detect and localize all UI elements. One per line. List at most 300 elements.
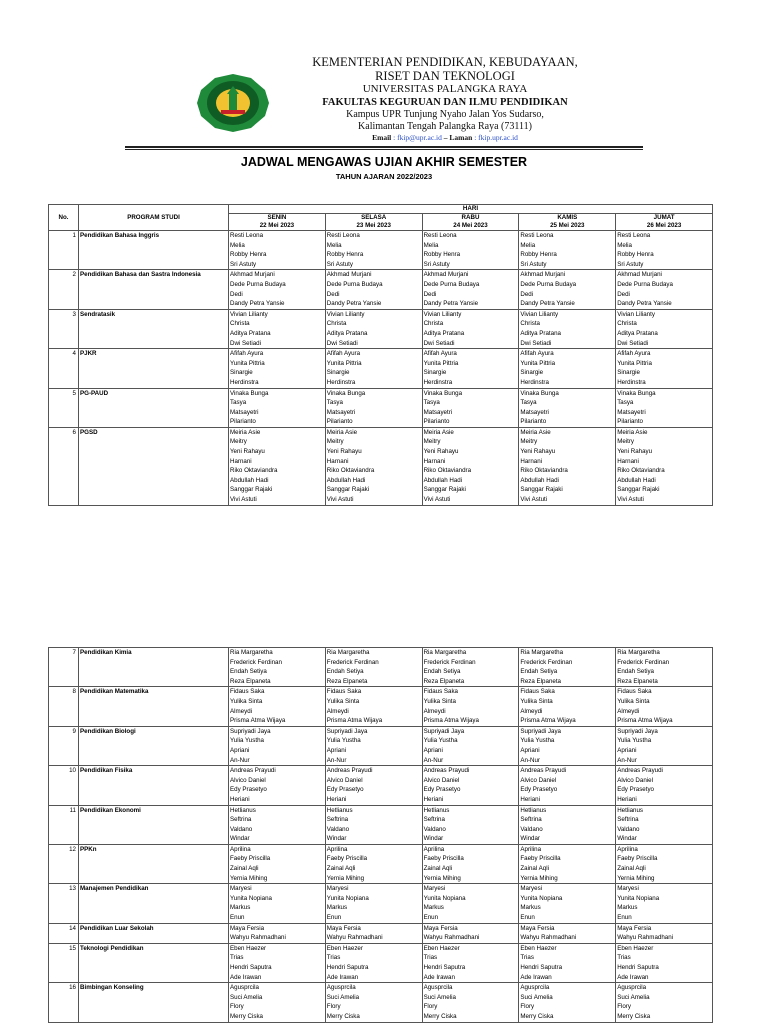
supervisor-name: Ria Margaretha <box>230 649 273 656</box>
supervisor-name: Merry Ciska <box>326 1012 360 1020</box>
supervisor-name: Windar <box>520 835 540 843</box>
supervisor-cell <box>325 943 422 982</box>
supervisor-name: Dedi <box>520 290 534 298</box>
supervisor-cell <box>325 349 422 388</box>
supervisor-name: Meitry <box>423 438 441 446</box>
contact-line <box>295 133 595 143</box>
supervisor-cell <box>616 427 713 505</box>
supervisor-name: Wahyu Rahmadhani <box>230 934 286 942</box>
supervisor-name: Aditya Pratana <box>326 329 368 337</box>
row-number: 5 <box>49 388 79 427</box>
supervisor-name: Robby Henra <box>520 251 557 259</box>
supervisor-name: Sinargie <box>230 369 253 377</box>
supervisor-name: Yeni Rahayu <box>423 448 459 456</box>
supervisor-name: Aditya Pratana <box>423 329 465 337</box>
row-number: 14 <box>49 923 79 943</box>
supervisor-name: Prisma Atma Wijaya <box>230 717 286 725</box>
supervisor-cell <box>616 805 713 844</box>
supervisor-name: Ria Margaretha <box>617 649 660 656</box>
program-name: Pendidikan Ekonomi <box>79 805 229 844</box>
supervisor-cell <box>616 726 713 765</box>
supervisor-cell <box>519 943 616 982</box>
supervisor-name: Fidaus Saka <box>520 688 555 696</box>
program-name: Pendidikan Fisika <box>79 766 229 805</box>
supervisor-name: Almeydi <box>423 707 446 715</box>
supervisor-name: Harnani <box>617 457 639 465</box>
supervisor-name: Eben Haezer <box>520 944 557 952</box>
row-number: 15 <box>49 943 79 982</box>
supervisor-name: Yunita Pittria <box>617 359 652 367</box>
supervisor-name: Yulia Yustha <box>326 737 361 745</box>
supervisor-cell <box>325 884 422 923</box>
supervisor-cell <box>616 943 713 982</box>
supervisor-name: Trias <box>617 954 631 962</box>
supervisor-name: Maryesi <box>423 885 446 893</box>
supervisor-name: Dwi Setiadi <box>230 339 261 347</box>
supervisor-name: Vivi Astuti <box>423 496 451 504</box>
program-name: PPKn <box>79 844 229 883</box>
table-row <box>49 805 713 844</box>
supervisor-name: Yernia Mihing <box>520 874 558 882</box>
supervisor-name: Resti Leona <box>520 232 554 239</box>
supervisor-name: Eben Haezer <box>326 944 363 952</box>
supervisor-cell <box>229 923 326 943</box>
supervisor-name: Alvico Daniel <box>423 776 460 784</box>
supervisor-cell <box>229 309 326 348</box>
supervisor-name: Zainal Aqli <box>423 865 453 873</box>
supervisor-cell <box>229 648 326 687</box>
supervisor-name: Dandy Petra Yansie <box>423 300 479 308</box>
program-name: Teknologi Pendidikan <box>79 943 229 982</box>
supervisor-name: Suci Amelia <box>520 993 553 1001</box>
supervisor-name: Seftrina <box>617 816 639 824</box>
day-name: JUMAT <box>653 214 675 221</box>
supervisor-name: An-Nur <box>617 756 637 764</box>
supervisor-name: Hetlianus <box>326 806 353 814</box>
supervisor-name: Herdinstra <box>520 378 549 386</box>
table-row <box>49 726 713 765</box>
supervisor-cell <box>229 844 326 883</box>
supervisor-name: Windar <box>423 835 444 843</box>
supervisor-cell <box>616 648 713 687</box>
supervisor-name: Reza Elpaneta <box>617 677 658 685</box>
supervisor-name: Sanggar Rajaki <box>423 486 466 494</box>
supervisor-name: Almeydi <box>617 707 640 715</box>
program-name: Pendidikan Luar Sekolah <box>79 923 229 943</box>
supervisor-name: Merry Ciska <box>520 1012 554 1020</box>
supervisor-name: Sanggar Rajaki <box>230 486 273 494</box>
supervisor-cell <box>325 231 422 270</box>
supervisor-name: Melia <box>520 241 536 249</box>
supervisor-name: Dede Purna Budaya <box>230 280 286 288</box>
supervisor-name: Aprilina <box>230 845 251 853</box>
supervisor-cell <box>229 805 326 844</box>
supervisor-name: Reza Elpaneta <box>326 677 368 685</box>
program-name: Pendidikan Kimia <box>79 648 229 687</box>
supervisor-name: Akhmad Murjani <box>617 271 662 279</box>
supervisor-name: An-Nur <box>230 756 250 764</box>
supervisor-name: Reza Elpaneta <box>520 677 561 685</box>
supervisor-name: Hetlianus <box>230 806 256 814</box>
supervisor-name: Christa <box>326 320 347 328</box>
supervisor-name: Yunita Pittria <box>520 359 556 367</box>
supervisor-name: Ade Irawan <box>520 973 552 981</box>
letterhead <box>295 55 595 143</box>
program-name: Pendidikan Bahasa dan Sastra Indonesia <box>79 270 229 309</box>
supervisor-name: Herdinstra <box>230 378 259 386</box>
letterhead-divider <box>125 146 643 148</box>
supervisor-name: Tasya <box>230 399 247 407</box>
supervisor-name: Riko Oktaviandra <box>520 467 568 475</box>
supervisor-name: Heriani <box>520 795 540 803</box>
supervisor-name: Markus <box>423 904 444 912</box>
supervisor-name: Robby Henra <box>423 251 461 259</box>
row-number: 3 <box>49 309 79 348</box>
supervisor-name: Vivian Lilianty <box>230 310 268 318</box>
supervisor-name: Yulia Yustha <box>520 737 555 745</box>
supervisor-cell <box>422 270 519 309</box>
supervisor-name: Dwi Setiadi <box>617 339 649 347</box>
day-name: SELASA <box>361 214 387 221</box>
supervisor-name: Yulika Sinta <box>230 697 263 705</box>
supervisor-name: Endah Setiya <box>230 668 267 676</box>
letterhead-divider-thin <box>125 149 643 150</box>
supervisor-name: Prisma Atma Wijaya <box>326 717 383 725</box>
program-name: PGSD <box>79 427 229 505</box>
supervisor-name: Afifah Ayura <box>326 350 361 358</box>
supervisor-cell <box>519 844 616 883</box>
supervisor-name: Harnani <box>230 457 252 465</box>
supervisor-name: Faeby Priscilla <box>326 855 368 863</box>
supervisor-name: Seftrina <box>520 816 542 824</box>
supervisor-name: Agusprcila <box>520 984 550 992</box>
table-row <box>49 943 713 982</box>
supervisor-name: Dandy Petra Yansie <box>230 300 285 308</box>
supervisor-cell <box>519 388 616 427</box>
supervisor-name: Meitry <box>326 438 344 446</box>
table-row <box>49 884 713 923</box>
supervisor-cell <box>229 943 326 982</box>
contact-separator: – <box>443 133 450 142</box>
supervisor-cell <box>229 388 326 427</box>
supervisor-name: Christa <box>230 320 250 328</box>
day-name: SENIN <box>267 214 287 221</box>
supervisor-cell <box>422 726 519 765</box>
supervisor-name: Windar <box>326 835 347 843</box>
supervisor-cell <box>616 923 713 943</box>
supervisor-name: Tasya <box>423 399 440 407</box>
supervisor-cell <box>519 687 616 726</box>
supervisor-name: Riko Oktaviandra <box>617 467 665 475</box>
supervisor-name: Hendri Saputra <box>230 964 272 971</box>
supervisor-name: Vivi Astuti <box>617 496 644 504</box>
header-program: PROGRAM STUDI <box>79 205 229 231</box>
supervisor-name: Alvico Daniel <box>230 776 266 784</box>
supervisor-cell <box>422 388 519 427</box>
supervisor-name: Yulika Sinta <box>326 697 360 705</box>
ministry-name: KEMENTERIAN PENDIDIKAN, KEBUDAYAAN, <box>312 55 578 69</box>
supervisor-name: Harnani <box>326 457 349 465</box>
supervisor-name: Enun <box>326 914 342 922</box>
supervisor-name: Yernia Mihing <box>230 874 268 882</box>
supervisor-name: Sri Astuty <box>423 260 450 268</box>
supervisor-name: Supriyadi Jaya <box>617 727 658 735</box>
supervisor-name: Aditya Pratana <box>520 329 561 337</box>
table-row <box>49 231 713 270</box>
supervisor-name: Prisma Atma Wijaya <box>423 717 479 725</box>
program-name: Manajemen Pendidikan <box>79 884 229 923</box>
supervisor-name: Yunita Pittria <box>326 359 362 367</box>
supervisor-name: Suci Amelia <box>230 993 263 1001</box>
supervisor-name: Yernia Mihing <box>423 874 461 882</box>
supervisor-cell <box>616 231 713 270</box>
supervisor-name: Andreas Prayudi <box>230 767 276 775</box>
supervisor-name: Zainal Aqli <box>230 865 259 873</box>
supervisor-cell <box>422 943 519 982</box>
supervisor-name: Hendri Saputra <box>423 964 466 971</box>
supervisor-cell <box>325 923 422 943</box>
supervisor-name: Markus <box>520 904 541 912</box>
row-number: 4 <box>49 349 79 388</box>
supervisor-name: Dandy Petra Yansie <box>520 300 575 308</box>
supervisor-name: Yulika Sinta <box>520 697 553 705</box>
supervisor-cell <box>422 983 519 1022</box>
program-name: PJKR <box>79 349 229 388</box>
supervisor-name: Supriyadi Jaya <box>520 727 561 735</box>
table-row <box>49 648 713 687</box>
program-name: Pendidikan Biologi <box>79 726 229 765</box>
supervisor-cell <box>422 805 519 844</box>
supervisor-cell <box>616 844 713 883</box>
supervisor-name: Sinargie <box>617 369 640 377</box>
supervisor-name: Yunita Nopiana <box>520 894 563 902</box>
supervisor-cell <box>519 983 616 1022</box>
supervisor-cell <box>519 270 616 309</box>
supervisor-name: Zainal Aqli <box>326 865 356 873</box>
supervisor-name: Afifah Ayura <box>230 350 264 358</box>
supervisor-name: Vinaka Bunga <box>520 389 559 397</box>
row-number: 13 <box>49 884 79 923</box>
supervisor-name: Yernia Mihing <box>617 874 655 882</box>
supervisor-name: Andreas Prayudi <box>617 767 663 775</box>
row-number: 10 <box>49 766 79 805</box>
supervisor-name: Ade Irawan <box>423 973 455 981</box>
program-name: Pendidikan Bahasa Inggris <box>79 231 229 270</box>
supervisor-name: Fidaus Saka <box>230 688 265 696</box>
supervisor-name: Agusprcila <box>617 984 647 992</box>
supervisor-name: Maryesi <box>326 885 349 893</box>
supervisor-cell <box>229 427 326 505</box>
supervisor-name: Vivi Astuti <box>326 496 354 504</box>
supervisor-name: Akhmad Murjani <box>326 271 372 279</box>
supervisor-name: Resti Leona <box>617 232 651 239</box>
header-day-0 <box>229 214 326 231</box>
supervisor-name: Frederick Ferdinan <box>520 658 573 666</box>
supervisor-name: Suci Amelia <box>617 993 650 1001</box>
schedule-table-page-1 <box>48 204 713 506</box>
supervisor-name: Hetlianus <box>617 806 643 814</box>
supervisor-name: Riko Oktaviandra <box>230 467 278 475</box>
supervisor-name: Frederick Ferdinan <box>423 658 476 666</box>
supervisor-name: Pilarianto <box>617 418 643 426</box>
supervisor-name: Sri Astuty <box>520 260 547 268</box>
supervisor-name: Maya Fersia <box>326 924 361 932</box>
day-name: RABU <box>461 214 480 221</box>
supervisor-name: Zainal Aqli <box>617 865 646 873</box>
supervisor-name: Flory <box>520 1003 535 1011</box>
supervisor-cell <box>519 309 616 348</box>
ministry-name-cont: RISET DAN TEKNOLOGI <box>375 69 515 83</box>
supervisor-name: Harnani <box>423 457 446 465</box>
supervisor-name: Yunita Nopiana <box>423 894 466 902</box>
university-name: UNIVERSITAS PALANGKA RAYA <box>362 83 528 95</box>
supervisor-name: Melia <box>423 241 439 249</box>
supervisor-name: Supriyadi Jaya <box>423 727 465 735</box>
supervisor-cell <box>616 270 713 309</box>
supervisor-name: Prisma Atma Wijaya <box>617 717 673 725</box>
supervisor-name: Faeby Priscilla <box>617 855 658 863</box>
supervisor-name: Almeydi <box>520 707 543 715</box>
supervisor-cell <box>325 805 422 844</box>
website-link[interactable]: : fkip.upr.ac.id <box>474 133 518 142</box>
supervisor-name: Endah Setiya <box>617 668 654 676</box>
supervisor-name: Pilarianto <box>326 418 353 426</box>
supervisor-name: Enun <box>520 914 535 922</box>
website-label: Laman <box>449 133 473 142</box>
supervisor-name: Herdinstra <box>423 378 453 386</box>
row-number: 6 <box>49 427 79 505</box>
supervisor-name: Tasya <box>520 399 537 407</box>
supervisor-name: Matsayetri <box>230 408 259 416</box>
supervisor-cell <box>616 687 713 726</box>
supervisor-name: An-Nur <box>423 756 444 764</box>
supervisor-name: Meitry <box>230 438 247 446</box>
supervisor-cell <box>229 983 326 1022</box>
supervisor-name: Markus <box>230 904 251 912</box>
supervisor-name: Dede Purna Budaya <box>617 280 673 288</box>
row-number: 2 <box>49 270 79 309</box>
supervisor-name: Ria Margaretha <box>520 649 564 656</box>
supervisor-name: Aprilina <box>617 845 638 853</box>
supervisor-name: Resti Leona <box>230 232 264 239</box>
supervisor-name: Meiria Asie <box>423 428 454 436</box>
address-line-2: Kalimantan Tengah Palangka Raya (73111) <box>358 121 532 132</box>
supervisor-name: Pilarianto <box>520 418 547 426</box>
supervisor-name: Trias <box>423 954 438 962</box>
supervisor-name: Yulia Yustha <box>230 737 264 745</box>
supervisor-cell <box>229 349 326 388</box>
supervisor-name: Flory <box>617 1003 631 1011</box>
supervisor-name: Yeni Rahayu <box>617 448 653 456</box>
supervisor-name: Ade Irawan <box>326 973 359 981</box>
supervisor-name: Flory <box>230 1003 244 1011</box>
supervisor-name: Apriani <box>326 746 347 754</box>
email-link[interactable]: : fkip@upr.ac.id <box>393 133 442 142</box>
supervisor-name: Enun <box>230 914 245 922</box>
supervisor-name: Sri Astuty <box>617 260 644 268</box>
supervisor-name: Akhmad Murjani <box>230 271 275 279</box>
supervisor-cell <box>519 805 616 844</box>
email-label: Email <box>372 133 392 142</box>
supervisor-name: Matsayetri <box>520 408 549 416</box>
supervisor-name: Dwi Setiadi <box>326 339 358 347</box>
supervisor-name: Abdullah Hadi <box>520 476 559 484</box>
supervisor-name: Melia <box>326 241 342 249</box>
supervisor-name: Dedi <box>326 290 340 298</box>
supervisor-name: Aprilina <box>423 845 445 853</box>
supervisor-cell <box>229 726 326 765</box>
supervisor-name: Windar <box>230 835 250 843</box>
faculty-name: FAKULTAS KEGURUAN DAN ILMU PENDIDIKAN <box>322 97 568 108</box>
supervisor-name: An-Nur <box>326 756 347 764</box>
supervisor-name: Dwi Setiadi <box>423 339 455 347</box>
supervisor-name: Resti Leona <box>326 232 360 239</box>
supervisor-name: Vinaka Bunga <box>423 389 463 397</box>
row-number: 8 <box>49 687 79 726</box>
supervisor-name: Afifah Ayura <box>423 350 457 358</box>
supervisor-name: Andreas Prayudi <box>520 767 567 775</box>
supervisor-name: Hendri Saputra <box>520 964 563 971</box>
supervisor-name: Apriani <box>617 746 637 754</box>
day-date: 23 Mei 2023 <box>356 222 391 229</box>
supervisor-name: Sanggar Rajaki <box>326 486 370 494</box>
supervisor-name: Wahyu Rahmadhani <box>617 934 674 942</box>
supervisor-name: Abdullah Hadi <box>326 476 366 484</box>
supervisor-cell <box>519 349 616 388</box>
supervisor-name: Agusprcila <box>423 984 453 992</box>
supervisor-name: Maryesi <box>230 885 252 893</box>
program-name: Sendratasik <box>79 309 229 348</box>
supervisor-name: Riko Oktaviandra <box>423 467 472 475</box>
row-number: 12 <box>49 844 79 883</box>
supervisor-name: Frederick Ferdinan <box>230 658 282 666</box>
supervisor-cell <box>325 726 422 765</box>
supervisor-name: Aprilina <box>520 845 542 853</box>
supervisor-cell <box>229 270 326 309</box>
supervisor-name: Endah Setiya <box>423 668 461 676</box>
supervisor-name: Tasya <box>326 399 343 407</box>
supervisor-name: Maryesi <box>617 885 639 893</box>
supervisor-cell <box>422 648 519 687</box>
supervisor-cell <box>229 231 326 270</box>
supervisor-cell <box>325 648 422 687</box>
supervisor-name: Yunita Nopiana <box>617 894 660 902</box>
supervisor-name: Frederick Ferdinan <box>326 658 379 666</box>
schedule-table-page-2 <box>48 647 713 1023</box>
supervisor-name: Merry Ciska <box>230 1012 264 1020</box>
supervisor-cell <box>422 231 519 270</box>
supervisor-name: Sri Astuty <box>326 260 353 268</box>
supervisor-cell <box>519 726 616 765</box>
supervisor-name: Windar <box>617 835 637 843</box>
table-row <box>49 687 713 726</box>
row-number: 16 <box>49 983 79 1022</box>
supervisor-name: Almeydi <box>326 707 349 715</box>
supervisor-name: Dedi <box>423 290 437 298</box>
supervisor-name: Yulika Sinta <box>617 697 650 705</box>
supervisor-name: Valdano <box>230 825 253 833</box>
supervisor-name: Vivian Lilianty <box>326 310 365 318</box>
supervisor-cell <box>325 844 422 883</box>
supervisor-name: Riko Oktaviandra <box>326 467 375 475</box>
supervisor-name: Reza Elpaneta <box>423 677 465 685</box>
supervisor-name: Andreas Prayudi <box>423 767 470 775</box>
supervisor-cell <box>519 884 616 923</box>
supervisor-cell <box>229 687 326 726</box>
supervisor-name: Almeydi <box>230 707 253 715</box>
supervisor-name: Meiria Asie <box>326 428 358 436</box>
supervisor-name: Sinargie <box>520 369 544 377</box>
